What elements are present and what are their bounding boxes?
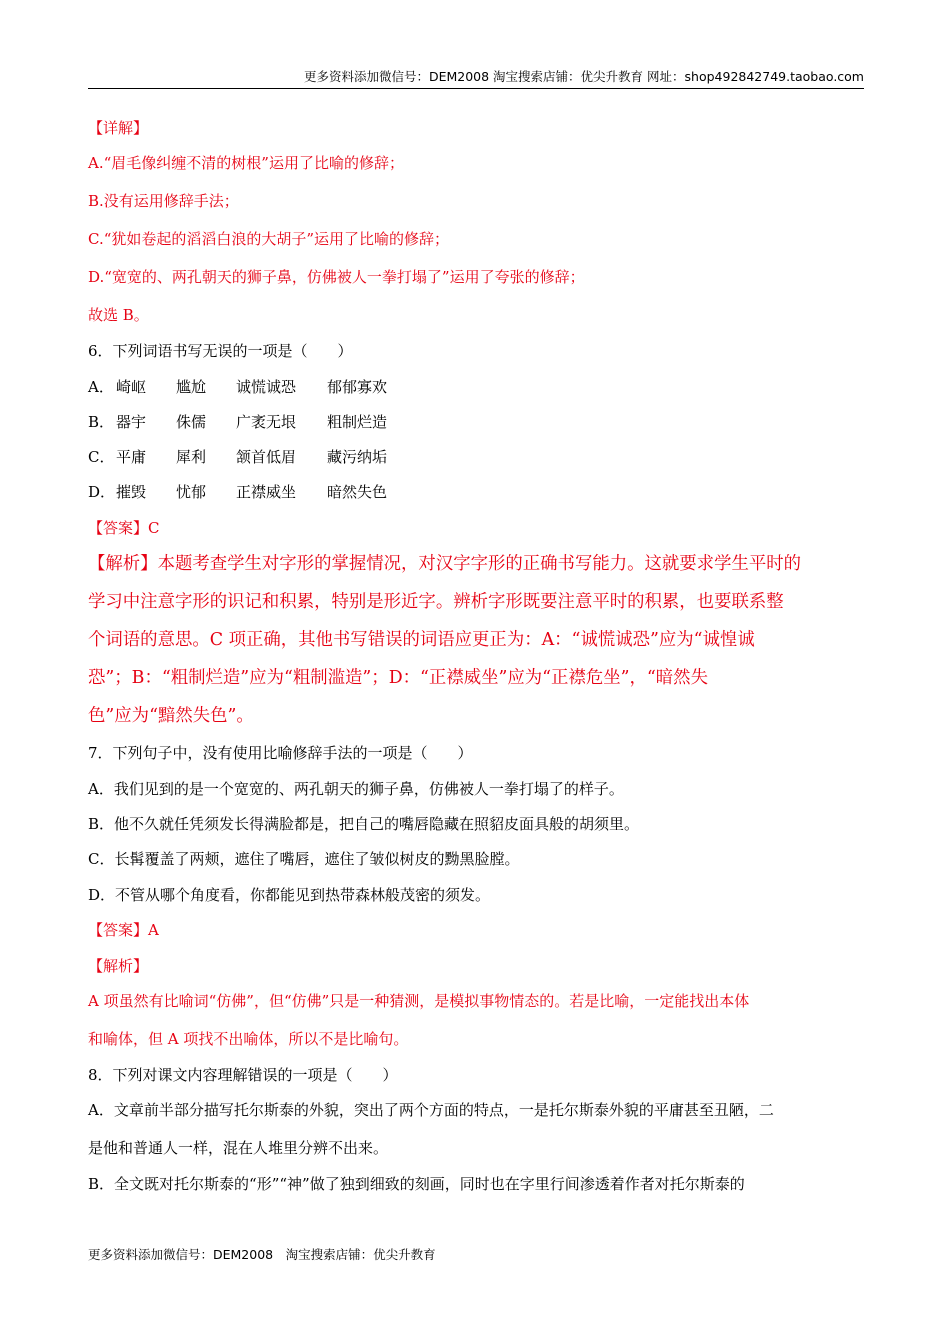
q6-analysis-line: 学习中注意字形的识记和积累，特别是形近字。辨析字形既要注意平时的积累，也要联系整 (88, 592, 784, 612)
q7-option-c: C．长髯覆盖了两颊，遮住了嘴唇，遮住了皱似树皮的黝黑脸膛。 (88, 850, 520, 868)
header-text: 更多资料添加微信号：DEM2008 淘宝搜索店铺：优尖升教育 网址：shop492842749.taobao.com (303, 69, 864, 84)
option-word: 崎岖 (116, 378, 147, 396)
q6-analysis-line: 色”应为“黯然失色”。 (88, 706, 254, 726)
option-word: 摧毁 (116, 483, 147, 501)
option-label: A． (88, 378, 114, 396)
xiangjie-d: D.“宽宽的、两孔朝天的狮子鼻，仿佛被人一拳打塌了”运用了夸张的修辞； (88, 268, 585, 286)
q6-analysis-line: 个词语的意思。C 项正确，其他书写错误的词语应更正为：A：“诚慌诚恐”应为“诚惶诚 (88, 630, 755, 650)
xiangjie-conclusion: 故选 B。 (88, 306, 149, 324)
q8-line: 是他和普通人一样，混在人堆里分辨不出来。 (88, 1139, 389, 1157)
q6-answer: 【答案】C (88, 519, 160, 537)
option-word: 平庸 (116, 448, 147, 466)
option-word: 藏污纳垢 (327, 448, 388, 466)
option-word: 广袤无垠 (236, 413, 297, 431)
option-word: 器宇 (116, 413, 147, 431)
option-label: D． (88, 483, 116, 501)
q7-option-b: B．他不久就任凭须发长得满脸都是，把自己的嘴唇隐藏在照貂皮面具般的胡须里。 (88, 815, 640, 833)
option-word: 暗然失色 (327, 483, 388, 501)
page-footer (88, 1246, 436, 1264)
q6-analysis-line: 【解析】本题考查学生对字形的掌握情况，对汉字字形的正确书写能力。这就要求学生平时的 (88, 554, 802, 574)
option-word: 忧郁 (176, 483, 207, 501)
xiangjie-a: A.“眉毛像纠缠不清的树根”运用了比喻的修辞； (88, 154, 404, 172)
option-word: 诚慌诚恐 (236, 378, 297, 396)
option-label: C． (88, 448, 115, 466)
footer-text: 更多资料添加微信号：DEM2008 淘宝搜索店铺：优尖升教育 (88, 1247, 436, 1262)
option-word: 犀利 (176, 448, 207, 466)
q8-line: A．文章前半部分描写托尔斯泰的外貌，突出了两个方面的特点，一是托尔斯泰外貌的平庸甚至丑陋，二 (88, 1101, 774, 1119)
q7-answer: 【答案】A (88, 921, 159, 939)
xiangjie-b: B.没有运用修辞手法； (88, 192, 239, 210)
q6-option-a (88, 377, 387, 397)
option-word: 正襟威坐 (236, 483, 297, 501)
q6-analysis-line: 恐”；B：“粗制烂造”应为“粗制滥造”；D：“正襟威坐”应为“正襟危坐”，“暗然失 (88, 668, 708, 688)
option-word: 粗制烂造 (327, 413, 388, 431)
q8-stem: 8．下列对课文内容理解错误的一项是（ ） (88, 1066, 398, 1084)
q6-option-c (88, 447, 387, 467)
option-word: 尴尬 (176, 378, 207, 396)
xiangjie-c: C.“犹如卷起的滔滔白浪的大胡子”运用了比喻的修辞； (88, 230, 450, 248)
xiangjie-title: 【详解】 (88, 119, 149, 137)
q8-line: B．全文既对托尔斯泰的“形”“神”做了独到细致的刻画，同时也在字里行间渗透着作者对托尔斯泰的 (88, 1175, 745, 1193)
page-header (88, 68, 864, 89)
q7-analysis-line: A 项虽然有比喻词“仿佛”，但“仿佛”只是一种猜测，是模拟事物情态的。若是比喻，一定能找出本体 (88, 992, 750, 1010)
q6-option-d (88, 482, 387, 502)
q7-option-d: D．不管从哪个角度看，你都能见到热带森林般茂密的须发。 (88, 886, 491, 904)
q7-option-a: A．我们见到的是一个宽宽的、两孔朝天的狮子鼻，仿佛被人一拳打塌了的样子。 (88, 780, 624, 798)
q7-stem: 7．下列句子中，没有使用比喻修辞手法的一项是（ ） (88, 744, 473, 762)
option-word: 侏儒 (176, 413, 207, 431)
q7-analysis-title: 【解析】 (88, 957, 149, 975)
q7-analysis-line: 和喻体，但 A 项找不出喻体，所以不是比喻句。 (88, 1030, 409, 1048)
q6-stem: 6．下列词语书写无误的一项是（ ） (88, 342, 353, 360)
q6-option-b (88, 412, 387, 432)
option-label: B． (88, 413, 115, 431)
option-word: 颔首低眉 (236, 448, 297, 466)
option-word: 郁郁寡欢 (327, 378, 388, 396)
